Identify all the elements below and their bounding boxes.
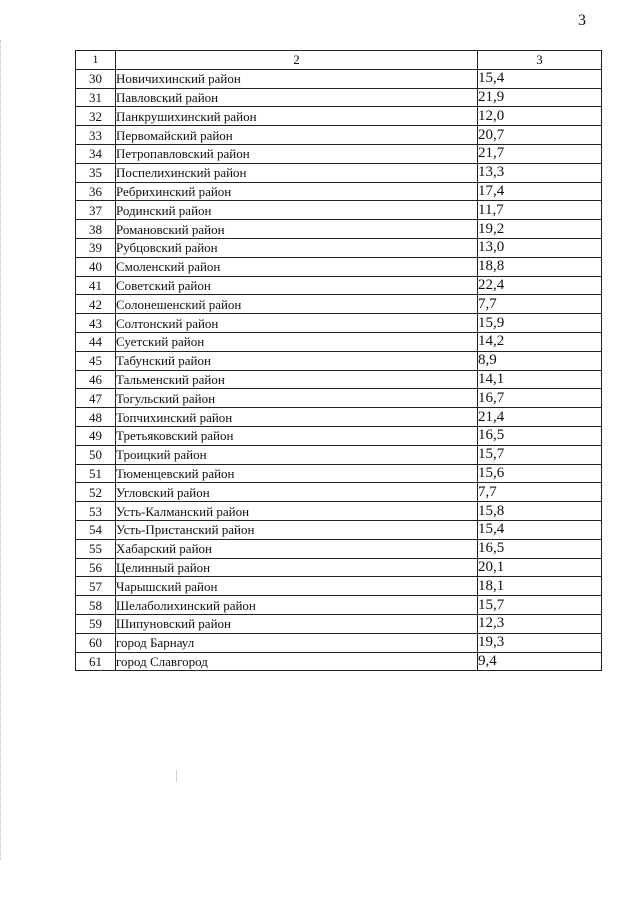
row-value: 15,4 <box>478 520 602 539</box>
district-name: Первомайский район <box>116 126 478 145</box>
table-row <box>76 88 602 107</box>
row-number: 39 <box>76 238 116 257</box>
row-number: 42 <box>76 295 116 314</box>
row-value: 8,9 <box>478 351 602 370</box>
row-value: 7,7 <box>478 483 602 502</box>
row-value: 15,4 <box>478 69 602 88</box>
row-value: 7,7 <box>478 295 602 314</box>
district-name: Тюменцевский район <box>116 464 478 483</box>
column-header-value: 3 <box>478 51 602 70</box>
district-name: Троицкий район <box>116 445 478 464</box>
table-row <box>76 314 602 333</box>
table-row <box>76 408 602 427</box>
row-value: 15,7 <box>478 596 602 615</box>
table-row <box>76 144 602 163</box>
row-number: 60 <box>76 633 116 652</box>
district-name: Советский район <box>116 276 478 295</box>
row-number: 41 <box>76 276 116 295</box>
row-value: 15,9 <box>478 314 602 333</box>
table-row <box>76 483 602 502</box>
data-table <box>75 50 602 671</box>
row-value: 16,5 <box>478 539 602 558</box>
row-number: 33 <box>76 126 116 145</box>
district-name: Смоленский район <box>116 257 478 276</box>
table-row <box>76 201 602 220</box>
row-value: 16,5 <box>478 426 602 445</box>
row-number: 30 <box>76 69 116 88</box>
row-value: 18,8 <box>478 257 602 276</box>
row-number: 53 <box>76 502 116 521</box>
table-row <box>76 577 602 596</box>
row-value: 14,1 <box>478 370 602 389</box>
table-row <box>76 389 602 408</box>
table-row <box>76 332 602 351</box>
page-number: 3 <box>578 12 586 29</box>
row-value: 21,9 <box>478 88 602 107</box>
row-value: 17,4 <box>478 182 602 201</box>
district-name: Ребрихинский район <box>116 182 478 201</box>
row-value: 19,2 <box>478 220 602 239</box>
row-value: 19,3 <box>478 633 602 652</box>
district-name: Панкрушихинский район <box>116 107 478 126</box>
row-number: 31 <box>76 88 116 107</box>
district-name: Усть-Калманский район <box>116 502 478 521</box>
table-row <box>76 107 602 126</box>
district-name: Угловский район <box>116 483 478 502</box>
table-row <box>76 126 602 145</box>
row-value: 20,1 <box>478 558 602 577</box>
row-number: 45 <box>76 351 116 370</box>
table-row <box>76 276 602 295</box>
page-edge-mark <box>0 40 2 860</box>
district-name: Павловский район <box>116 88 478 107</box>
row-value: 13,0 <box>478 238 602 257</box>
row-number: 43 <box>76 314 116 333</box>
district-name: Суетский район <box>116 332 478 351</box>
row-number: 40 <box>76 257 116 276</box>
table-row <box>76 182 602 201</box>
row-value: 21,7 <box>478 144 602 163</box>
table-row <box>76 445 602 464</box>
district-name: Петропавловский район <box>116 144 478 163</box>
table-body <box>76 69 602 671</box>
row-value: 15,6 <box>478 464 602 483</box>
scan-mark <box>176 770 177 782</box>
district-name: Романовский район <box>116 220 478 239</box>
row-number: 57 <box>76 577 116 596</box>
table-row <box>76 633 602 652</box>
row-number: 32 <box>76 107 116 126</box>
district-name: Солтонский район <box>116 314 478 333</box>
table-row <box>76 539 602 558</box>
table-row <box>76 652 602 671</box>
district-name: Шипуновский район <box>116 614 478 633</box>
district-name: Родинский район <box>116 201 478 220</box>
column-header-district: 2 <box>116 51 478 70</box>
table-row <box>76 502 602 521</box>
district-name: Табунский район <box>116 351 478 370</box>
table-row <box>76 596 602 615</box>
row-value: 16,7 <box>478 389 602 408</box>
row-value: 18,1 <box>478 577 602 596</box>
table-row <box>76 69 602 88</box>
table-row <box>76 257 602 276</box>
table-row <box>76 351 602 370</box>
row-value: 11,7 <box>478 201 602 220</box>
row-value: 20,7 <box>478 126 602 145</box>
row-number: 38 <box>76 220 116 239</box>
row-number: 59 <box>76 614 116 633</box>
row-number: 35 <box>76 163 116 182</box>
district-name: Тогульский район <box>116 389 478 408</box>
district-name: Рубцовский район <box>116 238 478 257</box>
row-number: 44 <box>76 332 116 351</box>
district-name: Топчихинский район <box>116 408 478 427</box>
table-row <box>76 295 602 314</box>
table-row <box>76 163 602 182</box>
district-name: город Славгород <box>116 652 478 671</box>
row-number: 61 <box>76 652 116 671</box>
table-row <box>76 558 602 577</box>
column-header-number: 1 <box>76 51 116 70</box>
row-number: 50 <box>76 445 116 464</box>
row-value: 13,3 <box>478 163 602 182</box>
district-name: город Барнаул <box>116 633 478 652</box>
table-header <box>76 51 602 70</box>
row-value: 12,0 <box>478 107 602 126</box>
row-number: 37 <box>76 201 116 220</box>
row-number: 49 <box>76 426 116 445</box>
row-number: 47 <box>76 389 116 408</box>
district-name: Новичихинский район <box>116 69 478 88</box>
row-number: 34 <box>76 144 116 163</box>
row-number: 48 <box>76 408 116 427</box>
row-value: 9,4 <box>478 652 602 671</box>
row-number: 56 <box>76 558 116 577</box>
row-number: 36 <box>76 182 116 201</box>
row-number: 46 <box>76 370 116 389</box>
row-value: 21,4 <box>478 408 602 427</box>
row-value: 15,8 <box>478 502 602 521</box>
table-row <box>76 520 602 539</box>
district-name: Целинный район <box>116 558 478 577</box>
district-name: Солонешенский район <box>116 295 478 314</box>
table-row <box>76 426 602 445</box>
row-number: 55 <box>76 539 116 558</box>
district-name: Шелаболихинский район <box>116 596 478 615</box>
row-number: 51 <box>76 464 116 483</box>
district-name: Усть-Пристанский район <box>116 520 478 539</box>
table-row <box>76 464 602 483</box>
table-row <box>76 220 602 239</box>
table-row <box>76 370 602 389</box>
table-header-row <box>76 51 602 70</box>
row-number: 58 <box>76 596 116 615</box>
row-number: 52 <box>76 483 116 502</box>
table-row <box>76 238 602 257</box>
district-name: Чарышский район <box>116 577 478 596</box>
row-value: 12,3 <box>478 614 602 633</box>
row-value: 22,4 <box>478 276 602 295</box>
district-name: Тальменский район <box>116 370 478 389</box>
district-name: Третьяковский район <box>116 426 478 445</box>
table-row <box>76 614 602 633</box>
row-number: 54 <box>76 520 116 539</box>
district-name: Поспелихинский район <box>116 163 478 182</box>
district-name: Хабарский район <box>116 539 478 558</box>
row-value: 14,2 <box>478 332 602 351</box>
row-value: 15,7 <box>478 445 602 464</box>
